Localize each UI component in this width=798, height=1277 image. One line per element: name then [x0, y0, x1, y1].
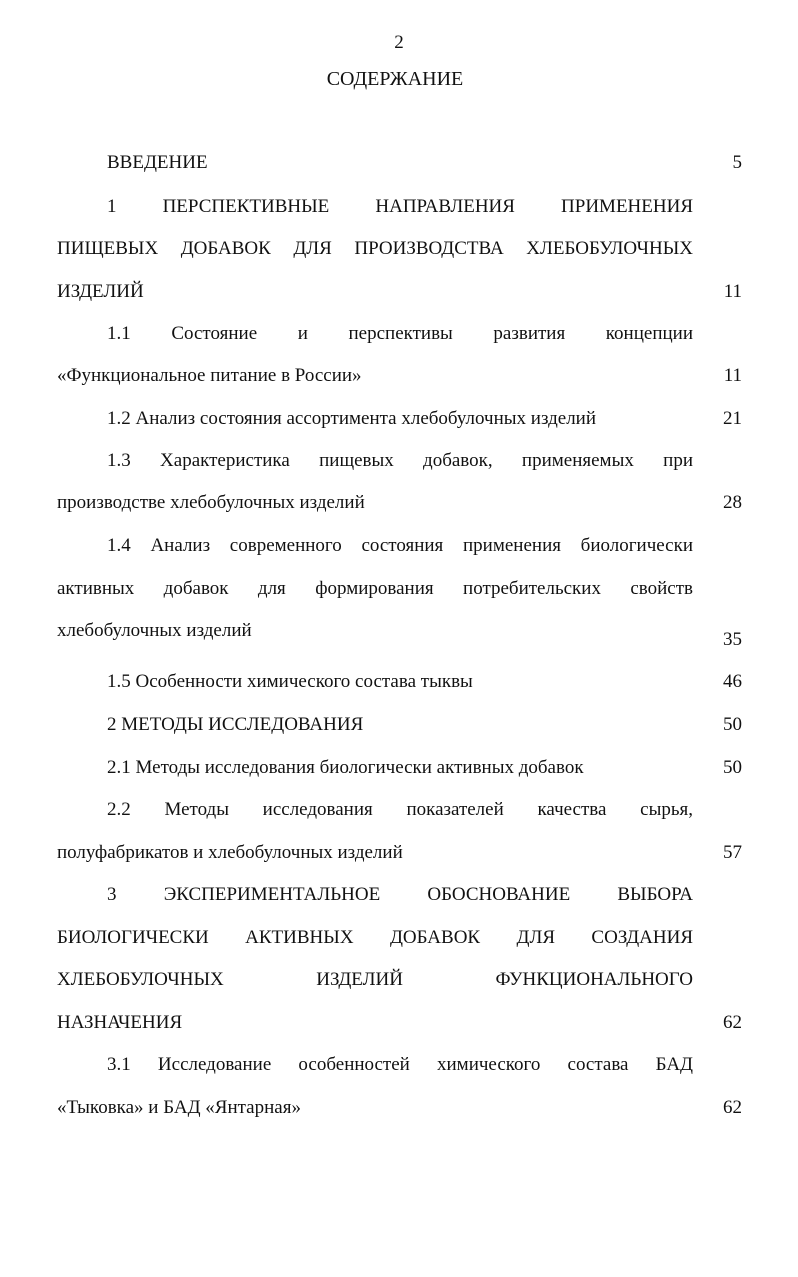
toc-page-number: 35 — [723, 629, 742, 650]
toc-entry-text-line: производстве хлебобулочных изделий — [57, 492, 365, 513]
toc-entry-text-line: 2.2 Методы исследования показателей качества сырья, — [107, 799, 693, 820]
toc-entry-text-line: активных добавок для формирования потребительских свойств — [57, 578, 693, 599]
toc-entry-text: 1.2 Анализ состояния ассортимента хлебобулочных изделий — [107, 408, 597, 429]
toc-entry-text-line: 3 ЭКСПЕРИМЕНТАЛЬНОЕ ОБОСНОВАНИЕ ВЫБОРА — [107, 884, 693, 905]
page-title: СОДЕРЖАНИЕ — [326, 68, 464, 90]
toc-entry-text-line: полуфабрикатов и хлебобулочных изделий — [57, 842, 403, 863]
toc-entry-text-line: ХЛЕБОБУЛОЧНЫХ ИЗДЕЛИЙ ФУНКЦИОНАЛЬНОГО — [57, 969, 693, 990]
toc-page-number: 62 — [723, 1097, 742, 1118]
toc-entry-text-line: ИЗДЕЛИЙ — [57, 281, 144, 302]
toc-page-number: 50 — [723, 757, 742, 778]
toc-entry-text-line: БИОЛОГИЧЕСКИ АКТИВНЫХ ДОБАВОК ДЛЯ СОЗДАНИЯ — [57, 927, 693, 948]
toc-entry-text-line: «Функциональное питание в России» — [57, 365, 362, 386]
toc-page-number: 11 — [723, 281, 742, 302]
toc-entry-text-line: 3.1 Исследование особенностей химического состава БАД — [107, 1054, 693, 1075]
toc-entry-text-line: 1.1 Состояние и перспективы развития концепции — [107, 323, 693, 344]
page-number: 2 — [394, 32, 404, 53]
toc-page-number: 21 — [723, 408, 742, 429]
toc-entry-text-line: 1.3 Характеристика пищевых добавок, применяемых при — [107, 450, 693, 471]
toc-page-number: 50 — [723, 714, 742, 735]
toc-page-number: 5 — [732, 152, 742, 173]
toc-entry-text-line: «Тыковка» и БАД «Янтарная» — [57, 1097, 301, 1118]
toc-entry-text-line: 1 ПЕРСПЕКТИВНЫЕ НАПРАВЛЕНИЯ ПРИМЕНЕНИЯ — [107, 196, 693, 217]
toc-entry-text: 2.1 Методы исследования биологически активных добавок — [107, 757, 584, 778]
toc-entry-text-line: ПИЩЕВЫХ ДОБАВОК ДЛЯ ПРОИЗВОДСТВА ХЛЕБОБУЛОЧНЫХ — [57, 238, 693, 259]
toc-entry-text-line: хлебобулочных изделий — [57, 620, 252, 641]
toc-entry-text: ВВЕДЕНИЕ — [107, 152, 208, 173]
toc-page-number: 28 — [723, 492, 742, 513]
toc-entry-text: 1.5 Особенности химического состава тыквы — [107, 671, 473, 692]
toc-page-number: 46 — [723, 671, 742, 692]
toc-page-number: 11 — [723, 365, 742, 386]
toc-entry-text: 2 МЕТОДЫ ИССЛЕДОВАНИЯ — [107, 714, 364, 735]
toc-page-number: 57 — [723, 842, 742, 863]
toc-entry-text-line: 1.4 Анализ современного состояния применения биологически — [107, 535, 693, 556]
toc-entry-text-line: НАЗНАЧЕНИЯ — [57, 1012, 183, 1033]
toc-page-number: 62 — [723, 1012, 742, 1033]
